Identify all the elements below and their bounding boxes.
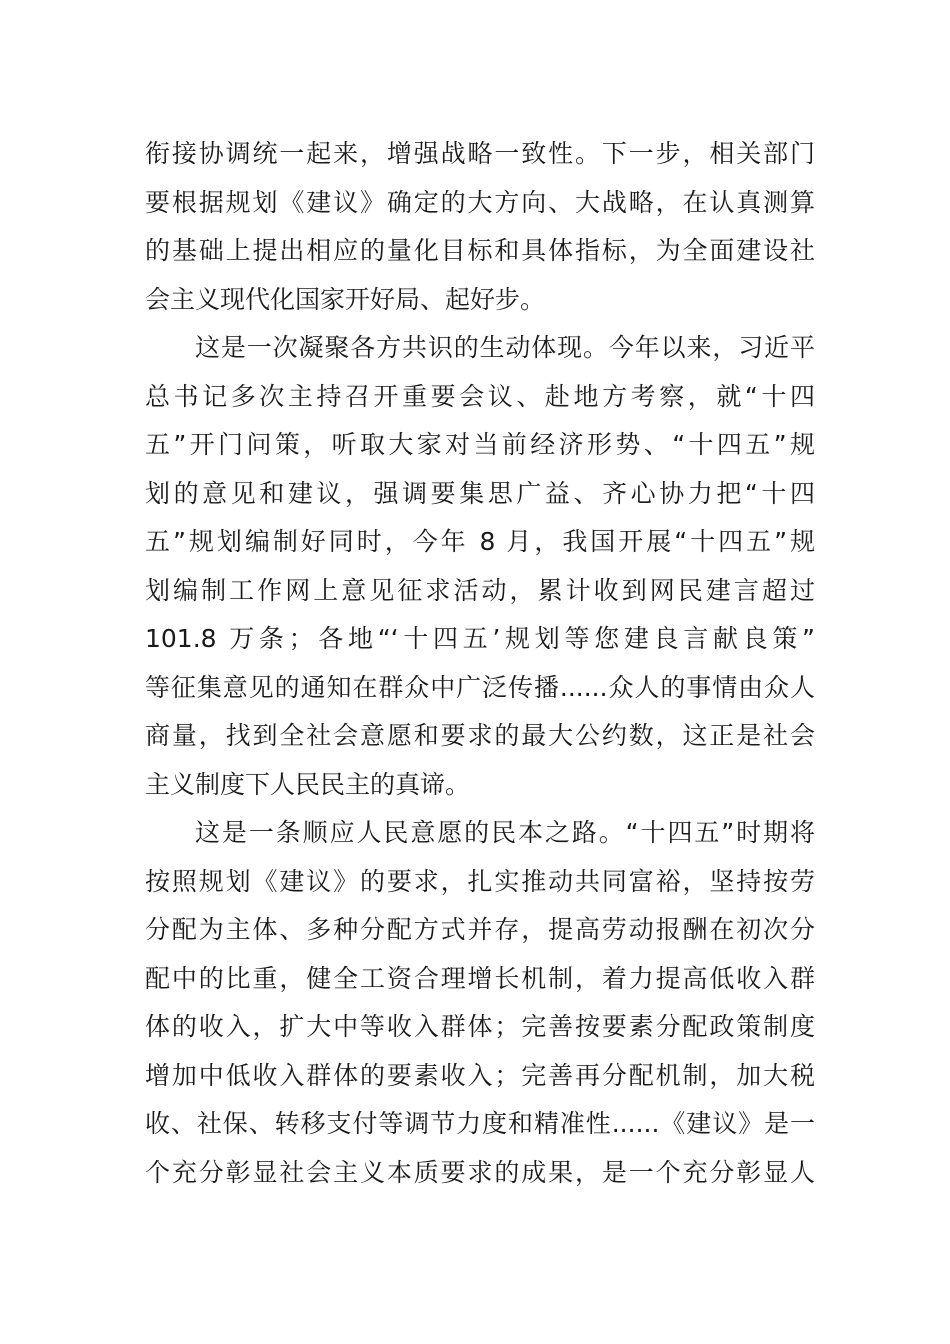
text-line: 收、社保、转移支付等调节力度和精准性......《建议》是一 bbox=[145, 1109, 815, 1138]
text-line: 配中的比重，健全工资合理增长机制，着力提高低收入群 bbox=[145, 963, 815, 993]
text-line: 的基础上提出相应的量化目标和具体指标，为全面建设社 bbox=[145, 236, 815, 265]
text-line: 会主义现代化国家开好局、起好步。 bbox=[145, 284, 546, 314]
text-line: 划编制工作网上意见征求活动，累计收到网民建言超过 bbox=[145, 575, 815, 605]
text-line: 等征集意见的通知在群众中广泛传播......众人的事情由众人 bbox=[145, 672, 815, 702]
text-line: 五”开门问策，听取大家对当前经济形势、“十四五”规 bbox=[145, 430, 815, 459]
text-line: 增加中低收入群体的要素收入；完善再分配机制，加大税 bbox=[145, 1060, 815, 1090]
paragraph bbox=[145, 130, 815, 324]
text-line: 划的意见和建议，强调要集思广益、齐心协力把“十四 bbox=[145, 478, 815, 508]
paragraph bbox=[145, 809, 815, 1197]
text-line: 五”规划编制好同时，今年 8 月，我国开展“十四五”规 bbox=[145, 527, 815, 556]
text-line: 按照规划《建议》的要求，扎实推动共同富裕，坚持按劳 bbox=[145, 866, 815, 896]
text-line: 要根据规划《建议》确定的大方向、大战略，在认真测算 bbox=[145, 187, 815, 217]
text-line: 这是一次凝聚各方共识的生动体现。今年以来，习近平 bbox=[195, 333, 815, 362]
text-line: 体的收入，扩大中等收入群体；完善按要素分配政策制度 bbox=[145, 1012, 815, 1041]
text-line: 主义制度下人民民主的真谛。 bbox=[145, 769, 471, 799]
text-line: 分配为主体、多种分配方式并存，提高劳动报酬在初次分 bbox=[145, 915, 815, 944]
text-line: 101.8 万条；各地“‘十四五’规划等您建良言献良策” bbox=[145, 624, 815, 653]
text-line: 商量，找到全社会意愿和要求的最大公约数，这正是社会 bbox=[145, 721, 815, 750]
text-line: 这是一条顺应人民意愿的民本之路。“十四五”时期将 bbox=[195, 818, 815, 847]
paragraph bbox=[145, 324, 815, 809]
text-line: 衔接协调统一起来，增强战略一致性。下一步，相关部门 bbox=[145, 139, 815, 168]
body-text bbox=[145, 130, 815, 1197]
text-line: 总书记多次主持召开重要会议、赴地方考察，就“十四 bbox=[145, 381, 815, 411]
text-line: 个充分彰显社会主义本质要求的成果，是一个充分彰显人 bbox=[145, 1157, 815, 1187]
